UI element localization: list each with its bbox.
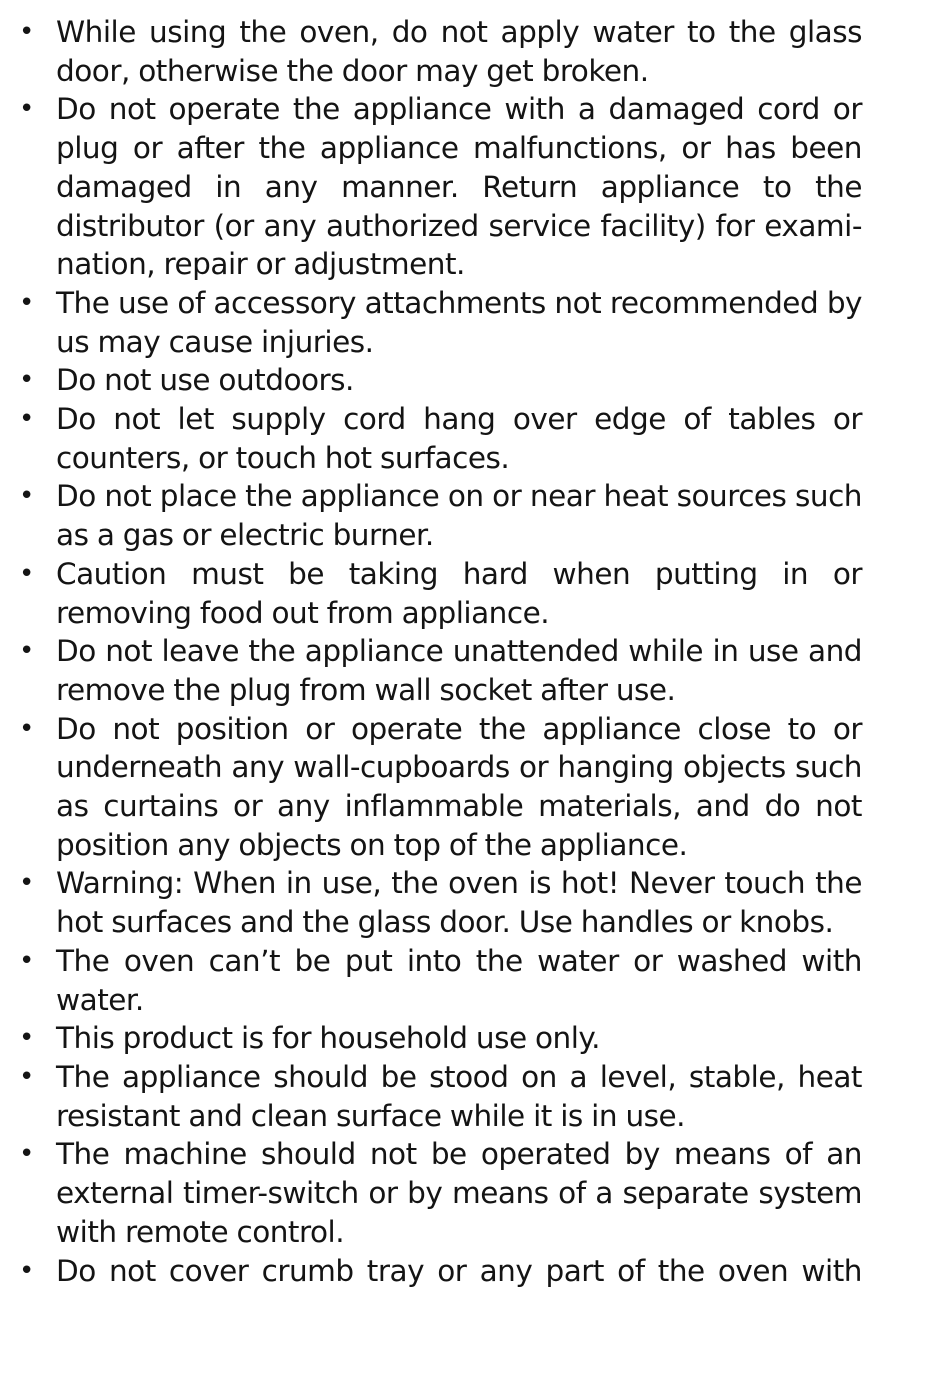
bullet-icon: • [19,868,34,899]
list-item-text: Warning: When in use, the oven is hot! Never touch the hot surfaces and the glass door. Use handles or knobs. [56,866,862,940]
bullet-icon: • [19,94,34,125]
list-item-text: Do not position or operate the appliance close to or underneath any wall-cupboards or hanging objects such as curtains or any inflammable materials, and do not position any objects on top of the appliance. [56,711,862,862]
list-item-text: The oven can’t be put into the water or washed with water. [56,943,862,1017]
bullet-icon: • [19,558,34,589]
bullet-icon: • [19,1255,34,1286]
list-item [19,710,862,865]
list-item [19,284,862,361]
bullet-icon: • [19,1139,34,1170]
list-item [19,1135,862,1251]
list-item-text: The appliance should be stood on a level, stable, heat resistant and clean surface while it is in use. [56,1059,862,1133]
list-item-text: Caution must be taking hard when putting in or removing food out from appliance. [56,556,862,630]
list-item-text: While using the oven, do not apply water to the glass door, otherwise the door may get broken. [56,15,862,88]
list-item [19,864,862,941]
safety-instructions-list [0,13,950,1290]
list-item [19,90,862,284]
list-item [19,400,862,477]
bullet-icon: • [19,17,34,47]
list-item-text: Do not leave the appliance unattended while in use and remove the plug from wall socket after use. [56,634,862,707]
bullet-icon: • [19,1061,34,1092]
bullet-icon: • [19,713,34,744]
list-item-text: Do not place the appliance on or near heat sources such as a gas or electric burner. [56,479,862,553]
bullet-icon: • [19,1023,34,1054]
list-item-text: The machine should not be operated by means of an external timer-switch or by means of a separate system with remote control. [56,1137,862,1249]
list-item-text: Do not cover crumb tray or any part of the oven with [56,1253,862,1288]
list-item [19,1058,862,1135]
bullet-icon: • [19,481,34,512]
list-item [19,1252,862,1291]
bullet-icon: • [19,945,34,976]
list-item-text: The use of accessory attachments not recommended by us may cause injuries. [56,285,862,359]
bullet-icon: • [19,365,34,396]
list-item [19,13,862,90]
bullet-icon: • [19,636,34,667]
bullet-icon: • [19,287,34,318]
safety-instructions-page [0,13,950,1290]
list-item [19,477,862,554]
list-item-text: Do not let supply cord hang over edge of tables or counters, or touch hot surfaces. [56,402,862,475]
list-item [19,555,862,632]
list-item [19,361,862,400]
list-item-text: Do not use outdoors. [56,363,354,398]
list-item-text: Do not operate the appliance with a damaged cord or plug or after the appliance malfunctions, or has been damaged in any manner. Return appliance to the distributor (or any authorized service facility) for exami-nation, repair or adjustment. [56,92,862,282]
bullet-icon: • [19,404,34,435]
list-item-text: This product is for household use only. [56,1021,601,1056]
list-item [19,1019,862,1058]
list-item [19,632,862,709]
list-item [19,942,862,1019]
